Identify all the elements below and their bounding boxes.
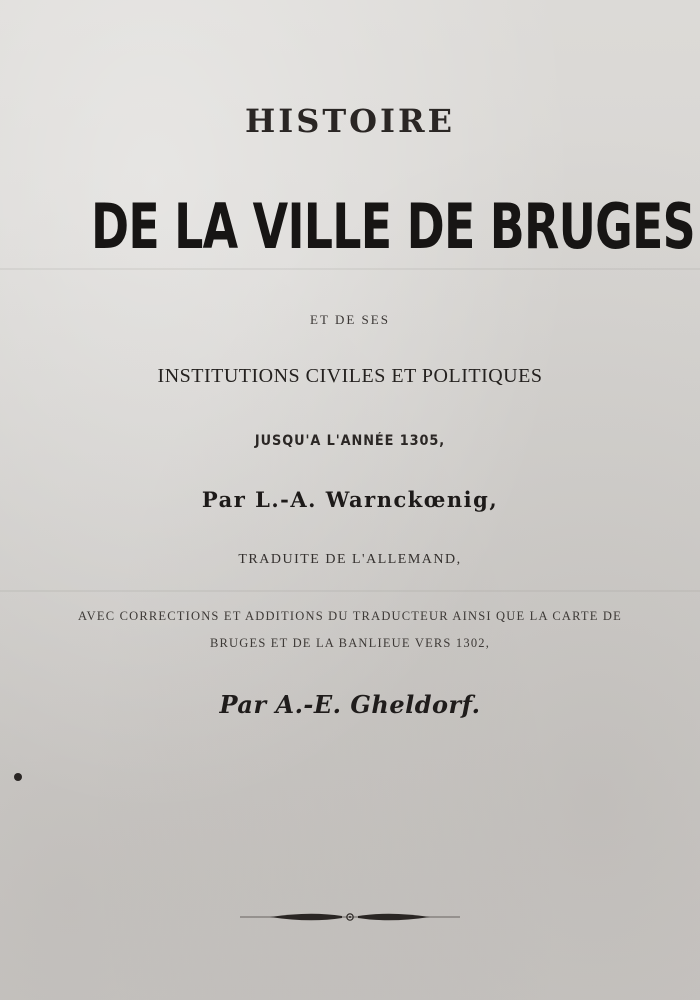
additions-note-line-2: BRUGES ET DE LA BANLIEUE VERS 1302, bbox=[209, 636, 491, 650]
ink-spot-icon bbox=[13, 772, 23, 782]
translator-line: Par A.-E. Gheldorf. bbox=[219, 690, 481, 719]
main-title: DE LA VILLE DE BRUGES bbox=[91, 190, 695, 263]
subtitle-et-de-ses: ET DE SES bbox=[310, 312, 390, 327]
paper-crease bbox=[0, 590, 700, 592]
subtitle-institutions: INSTITUTIONS CIVILES ET POLITIQUES bbox=[157, 365, 543, 387]
translation-note: TRADUITE DE L'ALLEMAND, bbox=[238, 552, 462, 567]
additions-note-line-1: AVEC CORRECTIONS ET ADDITIONS DU TRADUCTEUR AINSI QUE LA CARTE DE bbox=[78, 609, 622, 623]
rule-ornament-icon bbox=[230, 905, 470, 929]
author-line: Par L.-A. Warnckœnig, bbox=[201, 487, 499, 512]
heading-histoire: HISTOIRE bbox=[245, 102, 455, 140]
paper-crease bbox=[0, 268, 700, 270]
subtitle-date: JUSQU'A L'ANNÉE 1305, bbox=[254, 433, 446, 449]
